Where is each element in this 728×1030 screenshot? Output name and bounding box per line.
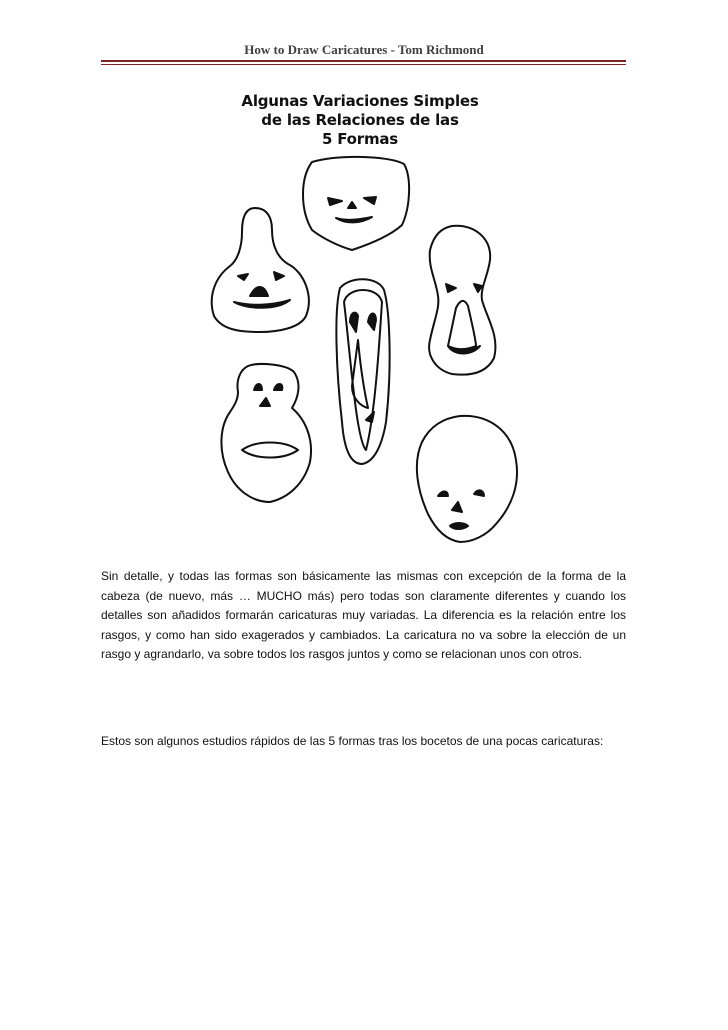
- header-rule-thick: [101, 60, 626, 62]
- header-rule-thin: [101, 64, 626, 65]
- face-sketch-tall-oval: [336, 279, 389, 464]
- page-header: How to Draw Caricatures - Tom Richmond: [244, 42, 484, 57]
- face-sketch-hourglass: [429, 226, 495, 375]
- body-paragraph-2: Estos son algunos estudios rápidos de las 5 formas tras los bocetos de una pocas caricaturas:: [101, 734, 604, 748]
- figure-title-line-3: 5 Formas: [321, 130, 399, 148]
- figure-title-line-2: de las Relaciones de las: [261, 111, 459, 129]
- figure-title: [200, 92, 520, 149]
- body-paragraph-1: Sin detalle, y todas las formas son básicamente las mismas con excepción de la forma de la cabeza (de nuevo, más … MUCHO más) pero todas son claramente diferentes y cuando los detalles son añadidos formarán caricaturas muy variadas. La diferencia es la relación entre los rasgos, y como han sido exagerados y cambiados. La caricatura no va sobre la elección de un rasgo y agrandarlo, va sobre todos los rasgos juntos y como se relacionan unos con otros.: [101, 569, 626, 662]
- face-sketch-lamp: [221, 364, 311, 502]
- face-sketch-wide-forehead: [303, 157, 409, 250]
- figure-title-line-1: Algunas Variaciones Simples: [241, 92, 479, 110]
- face-sketch-bulb: [417, 416, 517, 542]
- face-sketch-bottle: [212, 208, 309, 332]
- face-shapes-illustration: [190, 150, 550, 550]
